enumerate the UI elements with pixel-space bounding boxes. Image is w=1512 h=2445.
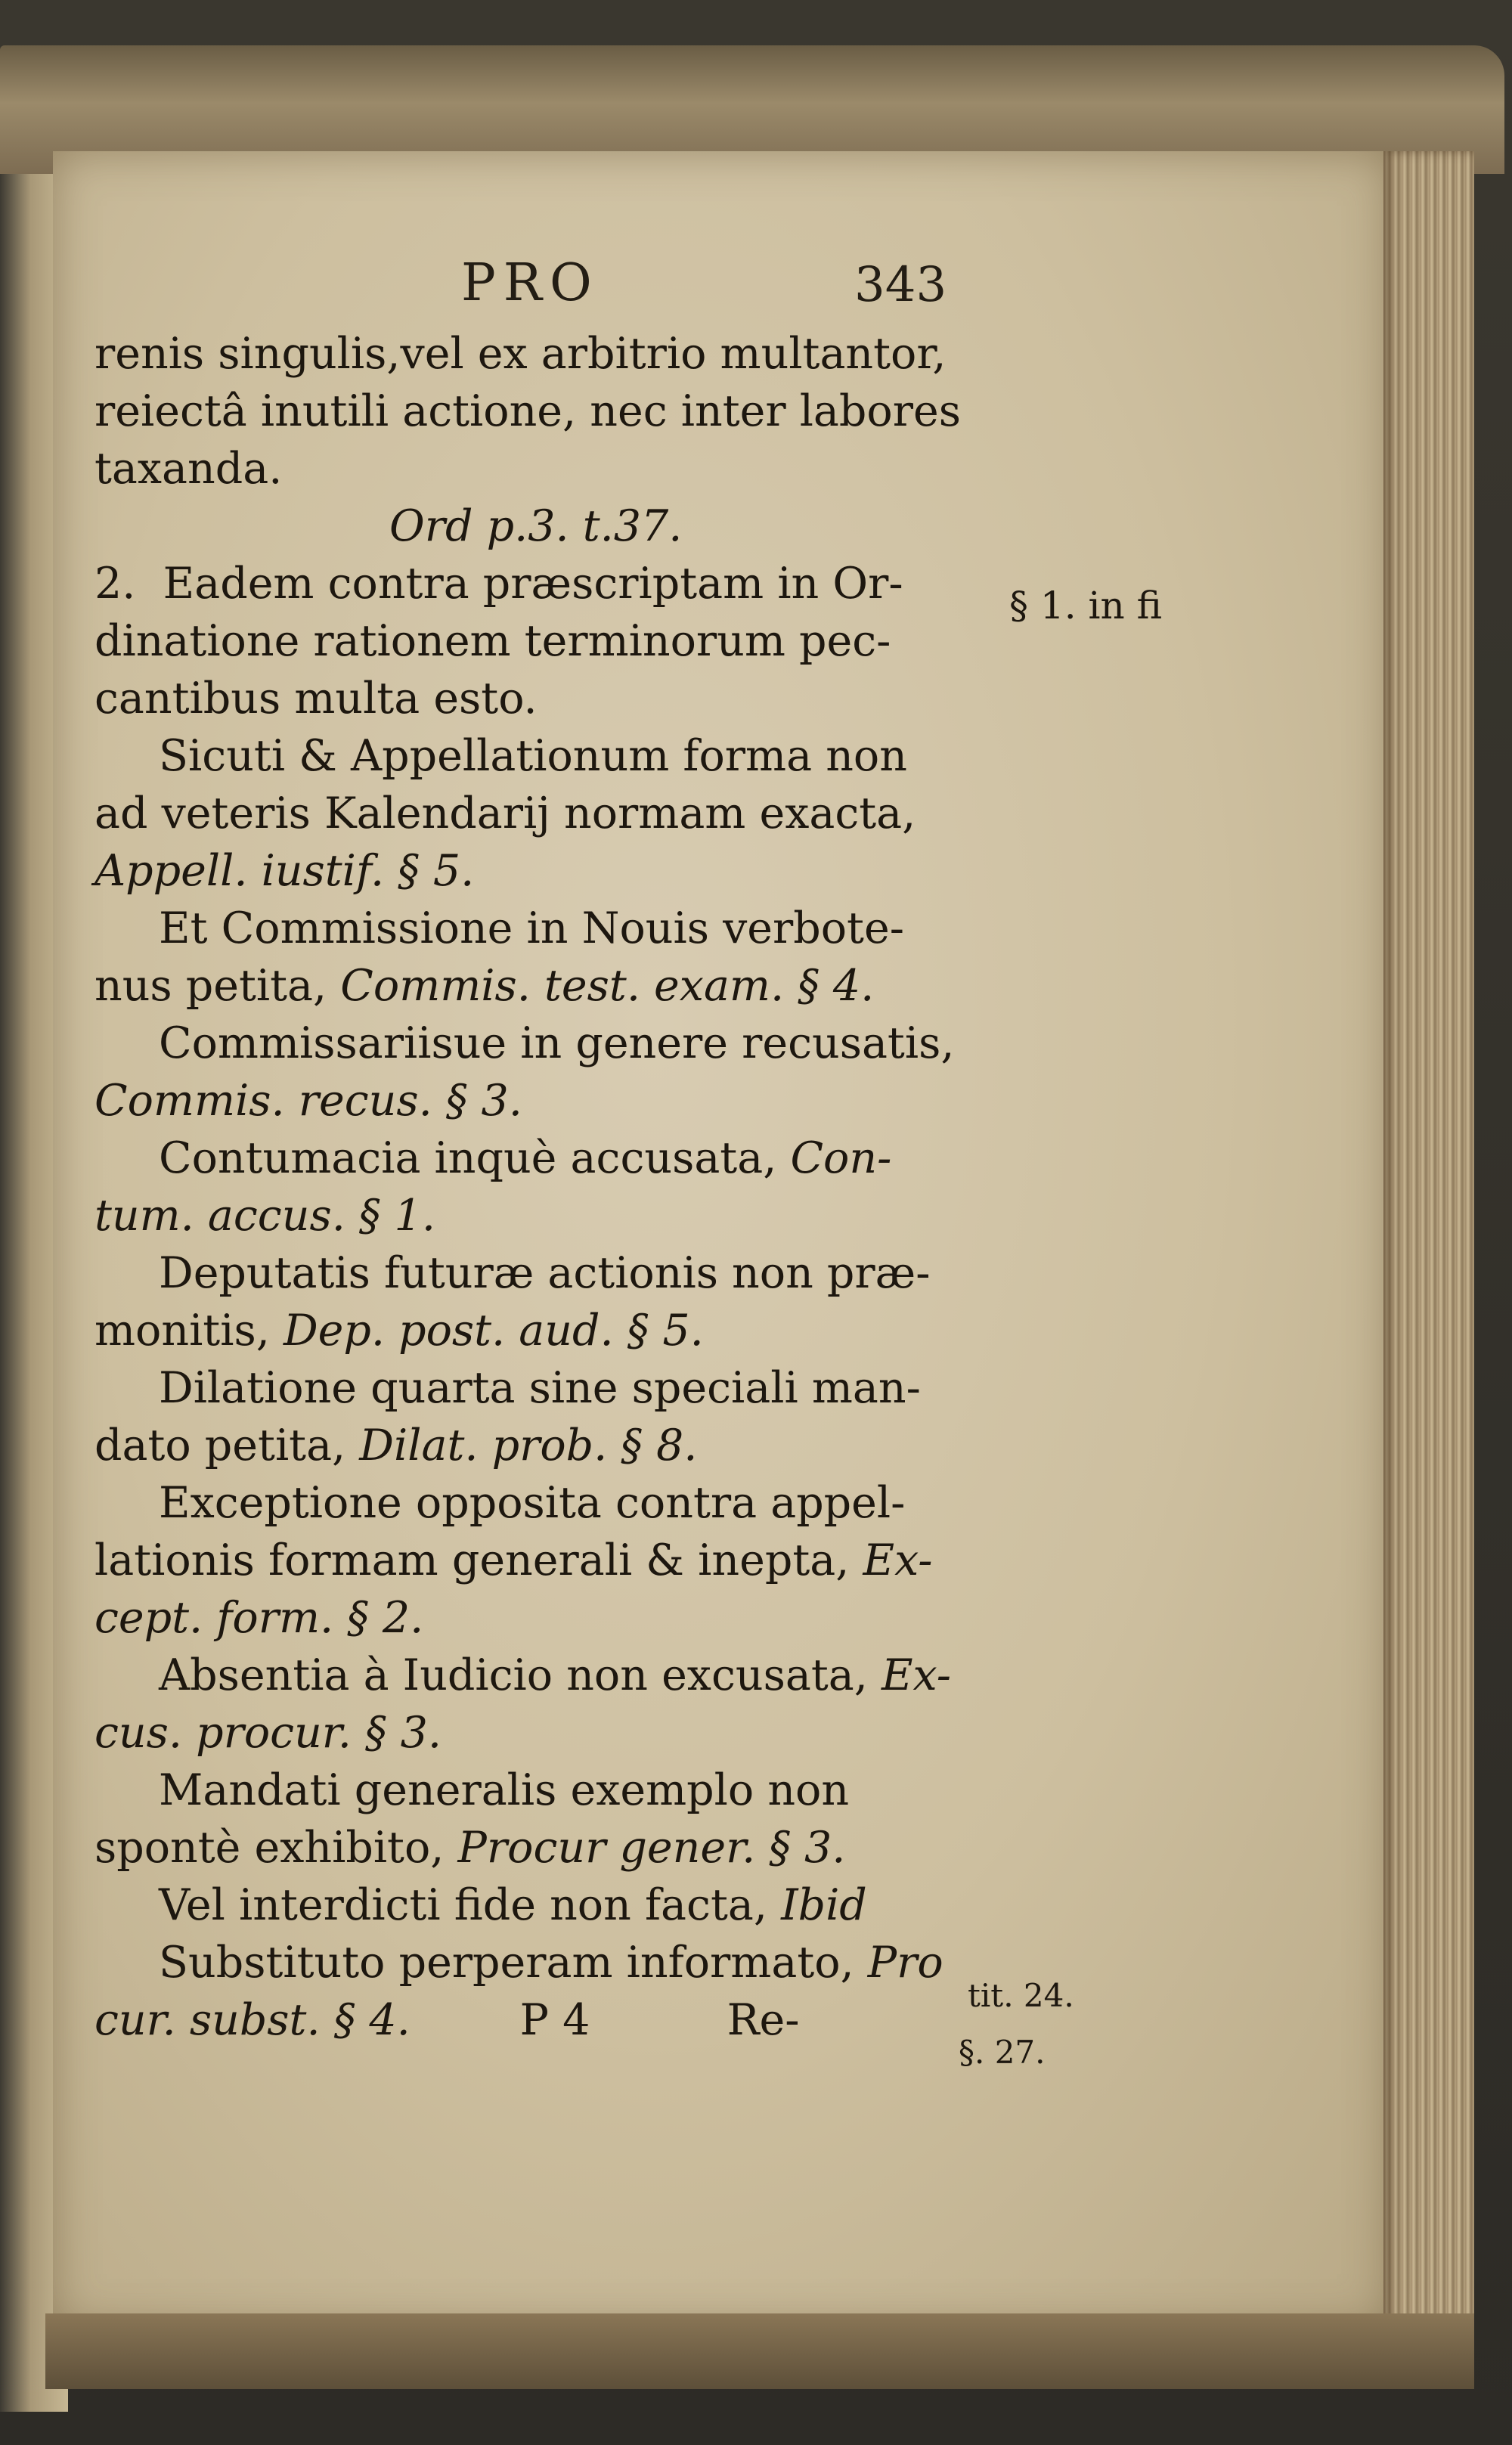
citation-ref: Commis. test. exam. § 4. (340, 961, 875, 1011)
page-number: 343 (854, 257, 947, 313)
line-text: P 4 Re- (410, 1995, 800, 2045)
line-text: Sicuti & Appellationum forma non (159, 731, 907, 781)
body-text (94, 325, 1002, 2049)
text-line (94, 727, 1002, 785)
line-text: Et Commissione in Nouis verbote- (159, 903, 904, 953)
text-line (94, 325, 1002, 383)
citation-ref: cus. procur. § 3. (94, 1708, 442, 1758)
line-text: Commissariisue in genere recusatis, (159, 1018, 955, 1068)
line-text: spontè exhibito, (94, 1823, 458, 1873)
margin-note-2a: tit. 24. (968, 1977, 1074, 2014)
text-line (94, 1819, 1002, 1876)
text-line (94, 670, 1002, 727)
text-line (94, 1991, 1002, 2049)
line-text: Mandati generalis exemplo non (159, 1765, 850, 1815)
text-line (94, 1762, 1002, 1819)
line-text: dinatione rationem terminorum pec- (94, 616, 891, 666)
text-line (94, 1417, 1002, 1474)
citation-ref: Ibid (781, 1880, 867, 1930)
text-line (94, 785, 1002, 842)
line-text: Vel interdicti fide non facta, (159, 1880, 782, 1930)
text-line (94, 1532, 1002, 1589)
line-text: dato petita, (94, 1421, 360, 1470)
citation-ref: Pro (867, 1938, 943, 1988)
line-text: ad veteris Kalendarij normam exacta, (94, 789, 916, 838)
running-head: PRO (461, 253, 600, 313)
text-line (94, 612, 1002, 670)
text-line (94, 497, 1002, 555)
citation-ref: Appell. iustif. § 5. (94, 846, 475, 896)
line-text: Contumacia inquè accusata, (159, 1133, 791, 1183)
citation-ref: Dilat. prob. § 8. (359, 1421, 698, 1470)
text-line (94, 440, 1002, 497)
line-text: Absentia à Iudicio non excusata, (159, 1650, 881, 1700)
citation-ref: cept. form. § 2. (94, 1593, 424, 1643)
text-line (94, 555, 1002, 612)
text-line (94, 1647, 1002, 1704)
margin-note-1: § 1. in fi (1009, 584, 1162, 628)
page-header (98, 253, 968, 336)
page-stack-edge (1383, 151, 1474, 2366)
text-line (94, 957, 1002, 1015)
text-line (94, 383, 1002, 440)
citation-ref: Dep. post. aud. § 5. (283, 1306, 704, 1356)
text-line (94, 1130, 1002, 1187)
text-line (94, 842, 1002, 900)
line-text: 2. Eadem contra præscriptam in Or- (94, 559, 903, 609)
citation-ref: Procur gener. § 3. (457, 1823, 846, 1873)
text-line (94, 1474, 1002, 1532)
text-line (94, 1187, 1002, 1244)
line-text: nus petita, (94, 961, 341, 1011)
line-text: Substituto perperam informato, (159, 1938, 868, 1988)
line-text: renis singulis,vel ex arbitrio multantor, (94, 329, 947, 379)
citation-ref: Con- (790, 1133, 892, 1183)
text-line (94, 1015, 1002, 1072)
text-line (94, 1589, 1002, 1647)
citation-ref: Ex- (881, 1650, 951, 1700)
line-text: taxanda. (94, 444, 283, 494)
line-text: Exceptione opposita contra appel- (159, 1478, 906, 1528)
margin-note-2b: §. 27. (959, 2034, 1046, 2071)
citation-ref: Commis. recus. § 3. (94, 1076, 522, 1126)
citation-ref: tum. accus. § 1. (94, 1191, 435, 1241)
text-line (94, 1876, 1002, 1934)
text-line (94, 1359, 1002, 1417)
line-text: monitis, (94, 1306, 284, 1356)
text-line (94, 1704, 1002, 1762)
line-text: Ord p.3. t.37. (389, 501, 683, 551)
text-line (94, 900, 1002, 957)
citation-ref: cur. subst. § 4. (94, 1995, 411, 2045)
text-line (94, 1934, 1002, 1991)
line-text: Deputatis futuræ actionis non præ- (159, 1248, 931, 1298)
line-text: lationis formam generali & inepta, (94, 1535, 863, 1585)
line-text: cantibus multa esto. (94, 674, 538, 724)
text-line (94, 1302, 1002, 1359)
book-bottom-edge (45, 2313, 1474, 2389)
line-text: Dilatione quarta sine speciali man- (159, 1363, 921, 1413)
citation-ref: Ex- (863, 1535, 933, 1585)
text-line (94, 1072, 1002, 1130)
text-line (94, 1244, 1002, 1302)
line-text: reiectâ inutili actione, nec inter labores (94, 386, 961, 436)
